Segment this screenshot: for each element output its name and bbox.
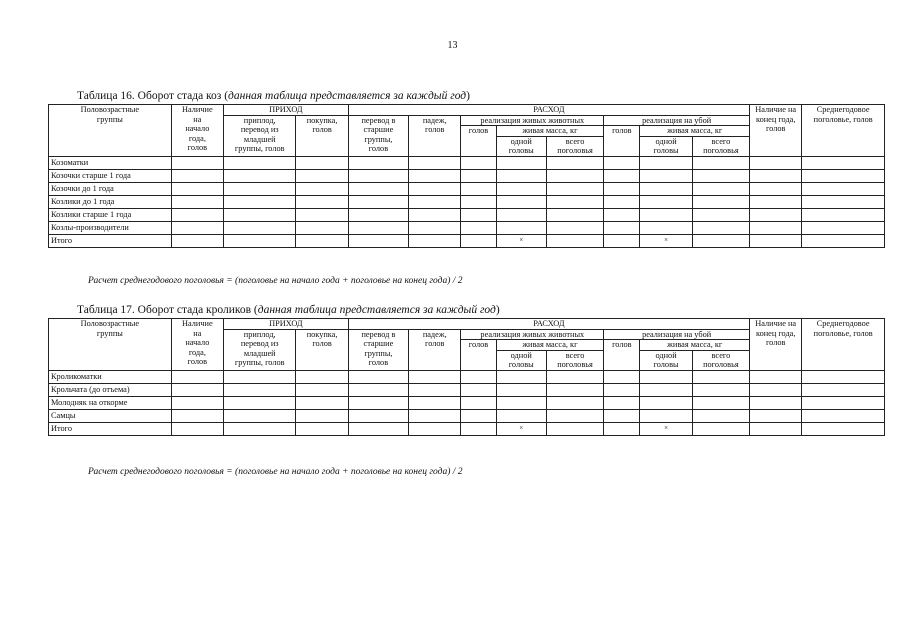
header-groups: Половозрастные группы bbox=[49, 105, 172, 157]
table-cell[interactable] bbox=[224, 396, 296, 409]
table-cell[interactable] bbox=[496, 169, 546, 182]
header-expense: РАСХОД bbox=[348, 105, 749, 116]
header-sale-slaughter: реализация на убой bbox=[604, 329, 750, 340]
row-label: Козоматки bbox=[49, 156, 172, 169]
table-cell[interactable] bbox=[692, 156, 749, 169]
table-cell[interactable] bbox=[348, 396, 408, 409]
caption-end: ) bbox=[466, 90, 470, 102]
table-cell[interactable] bbox=[224, 156, 296, 169]
header-heads: голов bbox=[604, 126, 640, 157]
table-cell[interactable] bbox=[802, 221, 885, 234]
table-cell[interactable] bbox=[224, 208, 296, 221]
table-cell[interactable] bbox=[802, 195, 885, 208]
table-cell[interactable] bbox=[409, 422, 461, 435]
table-cell[interactable] bbox=[348, 234, 408, 247]
table-cell[interactable] bbox=[640, 221, 692, 234]
row-label: Молодняк на откорме bbox=[49, 396, 172, 409]
table-cell[interactable] bbox=[546, 221, 603, 234]
table-cell[interactable] bbox=[409, 396, 461, 409]
header-total-stock: всего поголовья bbox=[692, 136, 749, 156]
table16-note: Расчет среднегодового поголовья = (поголовье на начало года + поголовье на конец года) / 2 bbox=[88, 276, 463, 286]
table-cell[interactable] bbox=[296, 195, 348, 208]
row-label: Козлики старше 1 года bbox=[49, 208, 172, 221]
table-cell[interactable] bbox=[546, 422, 603, 435]
total-cross-mark: × bbox=[640, 422, 692, 435]
header-end: Наличие на конец года, голов bbox=[750, 319, 802, 371]
table-cell[interactable] bbox=[496, 409, 546, 422]
table17-caption bbox=[77, 304, 500, 317]
header-heads: голов bbox=[604, 340, 640, 371]
header-death: падеж, голов bbox=[409, 115, 461, 156]
table-cell[interactable] bbox=[750, 234, 802, 247]
table-cell[interactable] bbox=[171, 409, 223, 422]
table-cell[interactable] bbox=[750, 195, 802, 208]
header-start: Наличие на начало года, голов bbox=[171, 319, 223, 371]
table-cell[interactable] bbox=[802, 208, 885, 221]
table-cell[interactable] bbox=[604, 169, 640, 182]
table-cell[interactable] bbox=[461, 396, 496, 409]
table-cell[interactable] bbox=[604, 409, 640, 422]
table-cell[interactable] bbox=[802, 234, 885, 247]
table-cell[interactable] bbox=[461, 383, 496, 396]
table-cell[interactable] bbox=[692, 221, 749, 234]
header-per-head: одной головы bbox=[496, 136, 546, 156]
table-cell[interactable] bbox=[296, 169, 348, 182]
table-cell[interactable] bbox=[750, 169, 802, 182]
header-groups: Половозрастные группы bbox=[49, 319, 172, 371]
table-cell[interactable] bbox=[409, 182, 461, 195]
table-cell[interactable] bbox=[409, 156, 461, 169]
table-cell[interactable] bbox=[640, 409, 692, 422]
table-cell[interactable] bbox=[604, 221, 640, 234]
row-label: Крольчата (до отъема) bbox=[49, 383, 172, 396]
table-cell[interactable] bbox=[692, 234, 749, 247]
table-cell[interactable] bbox=[461, 409, 496, 422]
header-purchase: покупка, голов bbox=[296, 329, 348, 370]
table-cell[interactable] bbox=[604, 195, 640, 208]
header-death: падеж, голов bbox=[409, 329, 461, 370]
table-cell[interactable] bbox=[348, 370, 408, 383]
header-live-mass: живая масса, кг bbox=[496, 126, 604, 137]
table-cell[interactable] bbox=[296, 383, 348, 396]
table-cell[interactable] bbox=[692, 396, 749, 409]
table-cell[interactable] bbox=[496, 383, 546, 396]
table-cell[interactable] bbox=[604, 383, 640, 396]
table-cell[interactable] bbox=[348, 221, 408, 234]
table-cell[interactable] bbox=[692, 422, 749, 435]
table-row bbox=[49, 195, 885, 208]
header-average: Среднегодовое поголовье, голов bbox=[802, 105, 885, 157]
row-label: Козочки до 1 года bbox=[49, 182, 172, 195]
table-cell[interactable] bbox=[750, 422, 802, 435]
table-cell[interactable] bbox=[461, 182, 496, 195]
table-row bbox=[49, 234, 885, 247]
table-cell[interactable] bbox=[692, 208, 749, 221]
table-cell[interactable] bbox=[348, 409, 408, 422]
total-cross-mark: × bbox=[640, 234, 692, 247]
table-cell[interactable] bbox=[348, 383, 408, 396]
table-cell[interactable] bbox=[546, 383, 603, 396]
table-cell[interactable] bbox=[296, 208, 348, 221]
table-cell[interactable] bbox=[171, 422, 223, 435]
table-cell[interactable] bbox=[546, 169, 603, 182]
header-per-head: одной головы bbox=[496, 350, 546, 370]
caption-main: Таблица 17. Оборот стада кроликов ( bbox=[77, 304, 258, 316]
table-cell[interactable] bbox=[802, 422, 885, 435]
table-cell[interactable] bbox=[348, 195, 408, 208]
table-cell[interactable] bbox=[604, 234, 640, 247]
table-cell[interactable] bbox=[461, 370, 496, 383]
table-cell[interactable] bbox=[546, 396, 603, 409]
caption-end: ) bbox=[495, 304, 500, 316]
table-cell[interactable] bbox=[348, 156, 408, 169]
table-cell[interactable] bbox=[461, 208, 496, 221]
table-cell[interactable] bbox=[640, 169, 692, 182]
table-cell[interactable] bbox=[496, 396, 546, 409]
table-cell[interactable] bbox=[171, 208, 223, 221]
table-cell[interactable] bbox=[604, 156, 640, 169]
header-start: Наличие на начало года, голов bbox=[171, 105, 223, 157]
header-offspring: приплод, перевод из младшей группы, голов bbox=[224, 115, 296, 156]
table16-goat-herd bbox=[48, 104, 885, 248]
table-cell[interactable] bbox=[496, 221, 546, 234]
table-cell[interactable] bbox=[409, 409, 461, 422]
table-cell[interactable] bbox=[224, 422, 296, 435]
header-transfer: перевод в старшие группы, голов bbox=[348, 115, 408, 156]
table17-rabbit-herd bbox=[48, 318, 885, 436]
table-cell[interactable] bbox=[224, 370, 296, 383]
table-cell[interactable] bbox=[171, 221, 223, 234]
table-cell[interactable] bbox=[604, 396, 640, 409]
header-heads: голов bbox=[461, 126, 496, 157]
table-cell[interactable] bbox=[348, 208, 408, 221]
header-total-stock: всего поголовья bbox=[546, 136, 603, 156]
table-cell[interactable] bbox=[692, 195, 749, 208]
table-cell[interactable] bbox=[296, 156, 348, 169]
total-cross-mark: × bbox=[496, 422, 546, 435]
header-sale-live: реализация живых животных bbox=[461, 329, 604, 340]
table-cell[interactable] bbox=[296, 234, 348, 247]
table-cell[interactable] bbox=[348, 422, 408, 435]
table-cell[interactable] bbox=[802, 156, 885, 169]
table-cell[interactable] bbox=[802, 370, 885, 383]
row-label: Итого bbox=[49, 234, 172, 247]
table-cell[interactable] bbox=[604, 208, 640, 221]
table-cell[interactable] bbox=[604, 182, 640, 195]
table-row bbox=[49, 409, 885, 422]
table-cell[interactable] bbox=[171, 156, 223, 169]
table-cell[interactable] bbox=[296, 221, 348, 234]
table-cell[interactable] bbox=[496, 370, 546, 383]
table-cell[interactable] bbox=[604, 422, 640, 435]
table-cell[interactable] bbox=[546, 156, 603, 169]
header-offspring: приплод, перевод из младшей группы, голов bbox=[224, 329, 296, 370]
table-row bbox=[49, 422, 885, 435]
row-label: Самцы bbox=[49, 409, 172, 422]
table-cell[interactable] bbox=[296, 396, 348, 409]
table-cell[interactable] bbox=[461, 234, 496, 247]
header-live-mass: живая масса, кг bbox=[640, 126, 750, 137]
table-cell[interactable] bbox=[171, 169, 223, 182]
table16-caption bbox=[77, 90, 470, 103]
table-cell[interactable] bbox=[750, 182, 802, 195]
table-cell[interactable] bbox=[750, 156, 802, 169]
table-cell[interactable] bbox=[348, 182, 408, 195]
table-cell[interactable] bbox=[224, 234, 296, 247]
table-cell[interactable] bbox=[224, 169, 296, 182]
table-row bbox=[49, 396, 885, 409]
table-row bbox=[49, 370, 885, 383]
table-cell[interactable] bbox=[546, 234, 603, 247]
header-purchase: покупка, голов bbox=[296, 115, 348, 156]
table-cell[interactable] bbox=[802, 409, 885, 422]
table-cell[interactable] bbox=[461, 221, 496, 234]
table-cell[interactable] bbox=[802, 396, 885, 409]
row-label: Кроликоматки bbox=[49, 370, 172, 383]
table-cell[interactable] bbox=[171, 234, 223, 247]
table-row bbox=[49, 208, 885, 221]
table-cell[interactable] bbox=[802, 383, 885, 396]
table-cell[interactable] bbox=[496, 156, 546, 169]
table-cell[interactable] bbox=[692, 409, 749, 422]
table-cell[interactable] bbox=[750, 208, 802, 221]
caption-italic: данная таблица представляется за каждый год bbox=[228, 90, 467, 102]
table-cell[interactable] bbox=[171, 182, 223, 195]
header-income: ПРИХОД bbox=[224, 105, 349, 116]
header-transfer: перевод в старшие группы, голов bbox=[348, 329, 408, 370]
header-live-mass: живая масса, кг bbox=[640, 340, 750, 351]
table-cell[interactable] bbox=[640, 396, 692, 409]
table-cell[interactable] bbox=[604, 370, 640, 383]
table-cell[interactable] bbox=[496, 208, 546, 221]
header-sale-slaughter: реализация на убой bbox=[604, 115, 750, 126]
table-cell[interactable] bbox=[224, 221, 296, 234]
header-per-head: одной головы bbox=[640, 350, 692, 370]
row-label: Итого bbox=[49, 422, 172, 435]
table-cell[interactable] bbox=[546, 208, 603, 221]
table-cell[interactable] bbox=[802, 169, 885, 182]
table-cell[interactable] bbox=[640, 370, 692, 383]
row-label: Козлы-производители bbox=[49, 221, 172, 234]
table-cell[interactable] bbox=[640, 383, 692, 396]
table-cell[interactable] bbox=[692, 182, 749, 195]
table-cell[interactable] bbox=[640, 182, 692, 195]
table-cell[interactable] bbox=[750, 221, 802, 234]
table-row bbox=[49, 182, 885, 195]
table-cell[interactable] bbox=[224, 383, 296, 396]
table-cell[interactable] bbox=[461, 422, 496, 435]
table-cell[interactable] bbox=[546, 409, 603, 422]
table-cell[interactable] bbox=[640, 195, 692, 208]
header-sale-live: реализация живых животных bbox=[461, 115, 604, 126]
table-cell[interactable] bbox=[296, 370, 348, 383]
table-row bbox=[49, 221, 885, 234]
total-cross-mark: × bbox=[496, 234, 546, 247]
table-cell[interactable] bbox=[296, 182, 348, 195]
table-cell[interactable] bbox=[496, 182, 546, 195]
page-number: 13 bbox=[447, 40, 458, 51]
table-cell[interactable] bbox=[640, 156, 692, 169]
table-cell[interactable] bbox=[409, 208, 461, 221]
table-cell[interactable] bbox=[750, 396, 802, 409]
table-cell[interactable] bbox=[224, 195, 296, 208]
table-cell[interactable] bbox=[461, 156, 496, 169]
table-row bbox=[49, 156, 885, 169]
table-cell[interactable] bbox=[409, 221, 461, 234]
table-cell[interactable] bbox=[461, 195, 496, 208]
table-cell[interactable] bbox=[802, 182, 885, 195]
caption-italic: данная таблица представляется за каждый год bbox=[257, 304, 496, 316]
table-cell[interactable] bbox=[409, 195, 461, 208]
header-total-stock: всего поголовья bbox=[692, 350, 749, 370]
table-row bbox=[49, 169, 885, 182]
table-cell[interactable] bbox=[171, 370, 223, 383]
table-row bbox=[49, 383, 885, 396]
table-cell[interactable] bbox=[692, 383, 749, 396]
caption-main: Таблица 16. Оборот стада коз ( bbox=[77, 90, 229, 102]
table-cell[interactable] bbox=[409, 169, 461, 182]
table-cell[interactable] bbox=[296, 409, 348, 422]
table-cell[interactable] bbox=[409, 383, 461, 396]
table-cell[interactable] bbox=[409, 370, 461, 383]
table-cell[interactable] bbox=[296, 422, 348, 435]
table-cell[interactable] bbox=[171, 195, 223, 208]
header-average: Среднегодовое поголовье, голов bbox=[802, 319, 885, 371]
header-live-mass: живая масса, кг bbox=[496, 340, 604, 351]
table-cell[interactable] bbox=[224, 409, 296, 422]
header-total-stock: всего поголовья bbox=[546, 350, 603, 370]
table-cell[interactable] bbox=[171, 383, 223, 396]
header-per-head: одной головы bbox=[640, 136, 692, 156]
header-end: Наличие на конец года, голов bbox=[750, 105, 802, 157]
table-cell[interactable] bbox=[692, 169, 749, 182]
table17-note: Расчет среднегодового поголовья = (поголовье на начало года + поголовье на конец года) / 2 bbox=[88, 467, 463, 477]
table-cell[interactable] bbox=[496, 195, 546, 208]
table-cell[interactable] bbox=[692, 370, 749, 383]
table-cell[interactable] bbox=[546, 370, 603, 383]
table-cell[interactable] bbox=[461, 169, 496, 182]
table-cell[interactable] bbox=[409, 234, 461, 247]
table-cell[interactable] bbox=[546, 182, 603, 195]
header-heads: голов bbox=[461, 340, 496, 371]
row-label: Козлики до 1 года bbox=[49, 195, 172, 208]
header-expense: РАСХОД bbox=[348, 319, 749, 330]
table-cell[interactable] bbox=[546, 195, 603, 208]
row-label: Козочки старше 1 года bbox=[49, 169, 172, 182]
table-cell[interactable] bbox=[640, 208, 692, 221]
header-income: ПРИХОД bbox=[224, 319, 349, 330]
table-cell[interactable] bbox=[171, 396, 223, 409]
table-cell[interactable] bbox=[224, 182, 296, 195]
table-cell[interactable] bbox=[750, 383, 802, 396]
table-cell[interactable] bbox=[750, 370, 802, 383]
table-cell[interactable] bbox=[348, 169, 408, 182]
table-cell[interactable] bbox=[750, 409, 802, 422]
